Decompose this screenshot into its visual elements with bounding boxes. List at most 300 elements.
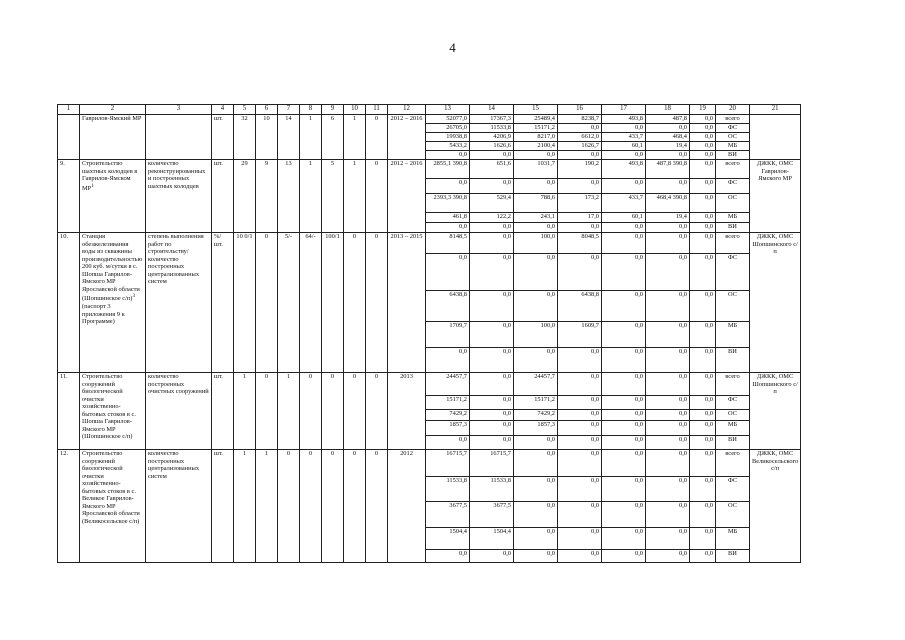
- funding-amount: 0,0: [426, 550, 470, 563]
- indicator-name: количество построенных очистных сооружений: [146, 373, 212, 450]
- funding-amount: 493,8: [602, 115, 646, 124]
- column-number-header: 18: [646, 105, 690, 115]
- funding-source: ОС: [716, 133, 750, 142]
- funding-amount: 0,0: [558, 223, 602, 233]
- funding-amount: 11533,8: [426, 477, 470, 502]
- executor: ДЖКК, ОМС Гаврилов-Ямского МР: [750, 160, 801, 233]
- funding-amount: 0,0: [470, 421, 514, 436]
- target-value: 0: [366, 115, 388, 160]
- funding-amount: 0,0: [690, 477, 716, 502]
- funding-amount: 0,0: [514, 436, 558, 450]
- target-value: 0: [344, 233, 366, 373]
- funding-amount: 0,0: [690, 133, 716, 142]
- measure-name: [80, 160, 146, 233]
- target-value: 100/1: [322, 233, 344, 373]
- funding-amount: 6612,0: [558, 133, 602, 142]
- funding-amount: 0,0: [690, 223, 716, 233]
- measure-name-text: Гаврилов-Ямский МР: [82, 115, 142, 122]
- indicator-name: количество построенных централизованных систем: [146, 450, 212, 563]
- implementation-years: 2012: [388, 450, 426, 563]
- funding-amount: 15171,2: [426, 396, 470, 410]
- funding-amount: 0,0: [646, 396, 690, 410]
- funding-amount: 17367,3: [470, 115, 514, 124]
- funding-amount: 0,0: [646, 373, 690, 396]
- funding-amount: 100,0: [514, 233, 558, 254]
- funding-amount: 0,0: [690, 291, 716, 322]
- funding-amount: 468,4: [646, 133, 690, 142]
- funding-amount: 15171,2: [514, 124, 558, 133]
- funding-amount: 0,0: [646, 528, 690, 550]
- funding-amount: 0,0: [690, 348, 716, 373]
- funding-amount: 6438,8: [426, 291, 470, 322]
- funding-amount: 0,0: [646, 233, 690, 254]
- column-number-header: 6: [256, 105, 278, 115]
- funding-amount: 0,0: [514, 477, 558, 502]
- target-value: 0: [344, 450, 366, 563]
- column-number-header: 13: [426, 105, 470, 115]
- funding-amount: 0,0: [602, 421, 646, 436]
- target-value: 0: [256, 233, 278, 373]
- funding-amount: 0,0: [690, 151, 716, 160]
- row-number: 12.: [58, 450, 80, 563]
- funding-amount: 8048,5: [558, 233, 602, 254]
- funding-amount: 0,0: [690, 254, 716, 291]
- target-value: 1: [234, 373, 256, 450]
- funding-amount: 0,0: [602, 233, 646, 254]
- executor: ДЖКК, ОМС Шопшинского с/п: [750, 373, 801, 450]
- funding-amount: 11533,8: [470, 477, 514, 502]
- funding-amount: 0,0: [470, 436, 514, 450]
- funding-amount: 0,0: [602, 373, 646, 396]
- funding-amount: 6438,8: [558, 291, 602, 322]
- funding-amount: 0,0: [602, 436, 646, 450]
- funding-source: ФС: [716, 124, 750, 133]
- funding-amount: 0,0: [602, 450, 646, 477]
- funding-amount: 0,0: [558, 124, 602, 133]
- implementation-years: 2013: [388, 373, 426, 450]
- column-number-header: 21: [750, 105, 801, 115]
- funding-amount: 60,1: [602, 213, 646, 223]
- table-header-row: [58, 105, 801, 115]
- funding-source: ОС: [716, 291, 750, 322]
- funding-amount: 0,0: [646, 410, 690, 421]
- funding-amount: 468,4 390,8: [646, 194, 690, 213]
- funding-amount: 8148,5: [426, 233, 470, 254]
- column-number-header: 10: [344, 105, 366, 115]
- funding-source: ВИ: [716, 348, 750, 373]
- funding-amount: 8217,0: [514, 133, 558, 142]
- target-value: 29: [234, 160, 256, 233]
- funding-amount: 24457,7: [514, 373, 558, 396]
- funding-amount: 487,8 390,8: [646, 160, 690, 179]
- funding-amount: 0,0: [470, 223, 514, 233]
- funding-amount: 0,0: [470, 322, 514, 348]
- funding-amount: 0,0: [646, 124, 690, 133]
- funding-amount: 0,0: [602, 291, 646, 322]
- target-value: 9: [256, 160, 278, 233]
- target-value: 5/-: [278, 233, 300, 373]
- target-value: 0: [300, 450, 322, 563]
- table-row: [58, 115, 801, 124]
- funding-source: ОС: [716, 194, 750, 213]
- funding-amount: 17,0: [558, 213, 602, 223]
- funding-source: МБ: [716, 421, 750, 436]
- funding-amount: 0,0: [514, 450, 558, 477]
- footnote-mark: 3: [132, 293, 136, 300]
- target-value: 1: [300, 160, 322, 233]
- funding-amount: 122,2: [470, 213, 514, 223]
- target-value: 0: [322, 373, 344, 450]
- funding-amount: 0,0: [690, 421, 716, 436]
- funding-amount: 2100,4: [514, 142, 558, 151]
- funding-amount: 60,1: [602, 142, 646, 151]
- unit: %/ шт.: [212, 233, 234, 373]
- executor: [750, 115, 801, 160]
- funding-amount: 0,0: [690, 436, 716, 450]
- funding-amount: 0,0: [690, 179, 716, 194]
- implementation-years: 2012 – 2016: [388, 160, 426, 233]
- funding-amount: 433,7: [602, 194, 646, 213]
- funding-amount: 1709,7: [426, 322, 470, 348]
- funding-amount: 0,0: [470, 550, 514, 563]
- funding-amount: 0,0: [558, 528, 602, 550]
- funding-amount: 3677,5: [470, 502, 514, 528]
- target-value: 1: [256, 450, 278, 563]
- column-number-header: 14: [470, 105, 514, 115]
- funding-amount: 0,0: [646, 254, 690, 291]
- row-number: 10.: [58, 233, 80, 373]
- page-number: 4: [449, 40, 456, 55]
- column-number-header: 12: [388, 105, 426, 115]
- table-row: [58, 373, 801, 396]
- funding-amount: 0,0: [602, 124, 646, 133]
- funding-amount: 5433,2: [426, 142, 470, 151]
- funding-amount: 0,0: [602, 502, 646, 528]
- row-number: [58, 115, 80, 160]
- funding-amount: 0,0: [426, 179, 470, 194]
- funding-amount: 0,0: [514, 223, 558, 233]
- funding-amount: 243,1: [514, 213, 558, 223]
- funding-amount: 0,0: [470, 151, 514, 160]
- funding-amount: 0,0: [514, 550, 558, 563]
- funding-amount: 4206,9: [470, 133, 514, 142]
- funding-amount: 0,0: [690, 160, 716, 179]
- column-number-header: 15: [514, 105, 558, 115]
- funding-amount: 487,8: [646, 115, 690, 124]
- funding-amount: 19,4: [646, 213, 690, 223]
- row-number: 11.: [58, 373, 80, 450]
- funding-amount: 0,0: [690, 450, 716, 477]
- funding-amount: 0,0: [558, 436, 602, 450]
- measure-name: [80, 373, 146, 450]
- funding-amount: 493,8: [602, 160, 646, 179]
- funding-amount: 100,0: [514, 322, 558, 348]
- column-number-header: 1: [58, 105, 80, 115]
- row-number: 9.: [58, 160, 80, 233]
- funding-amount: 0,0: [646, 179, 690, 194]
- funding-amount: 0,0: [690, 550, 716, 563]
- funding-amount: 0,0: [690, 233, 716, 254]
- funding-source: всего: [716, 233, 750, 254]
- funding-amount: 15171,2: [514, 396, 558, 410]
- target-value: 14: [278, 115, 300, 160]
- funding-amount: 1857,3: [426, 421, 470, 436]
- indicator-name: степень выполнения работ по строительству/ количество построенных централизованных систем: [146, 233, 212, 373]
- funding-amount: 0,0: [690, 124, 716, 133]
- funding-amount: 0,0: [514, 179, 558, 194]
- funding-amount: 16715,7: [470, 450, 514, 477]
- funding-amount: 0,0: [558, 421, 602, 436]
- funding-amount: 0,0: [690, 322, 716, 348]
- funding-amount: 0,0: [426, 151, 470, 160]
- funding-amount: 7429,2: [514, 410, 558, 421]
- column-number-header: 19: [690, 105, 716, 115]
- funding-amount: 0,0: [602, 322, 646, 348]
- funding-source: ФС: [716, 477, 750, 502]
- table-row: [58, 160, 801, 179]
- funding-amount: 0,0: [470, 254, 514, 291]
- funding-amount: 0,0: [558, 151, 602, 160]
- funding-amount: 0,0: [514, 348, 558, 373]
- target-value: 1: [278, 373, 300, 450]
- column-number-header: 16: [558, 105, 602, 115]
- funding-amount: 8238,7: [558, 115, 602, 124]
- funding-amount: 11533,8: [470, 124, 514, 133]
- funding-source: всего: [716, 450, 750, 477]
- measure-name-text: Строительство сооружений биологической очистки хозяйственно-бытовых стоков в с. Шопша Гаврилов-Ямского МР (Шопшинское с/п): [82, 373, 136, 441]
- funding-amount: 0,0: [470, 348, 514, 373]
- funding-amount: 0,0: [558, 410, 602, 421]
- target-value: 6: [322, 115, 344, 160]
- funding-source: ВИ: [716, 436, 750, 450]
- table-row: [58, 233, 801, 254]
- funding-source: МБ: [716, 528, 750, 550]
- funding-amount: 0,0: [426, 348, 470, 373]
- unit: шт.: [212, 115, 234, 160]
- column-number-header: 2: [80, 105, 146, 115]
- target-value: 1: [300, 115, 322, 160]
- column-number-header: 5: [234, 105, 256, 115]
- funding-amount: 461,8: [426, 213, 470, 223]
- funding-source: ОС: [716, 502, 750, 528]
- funding-amount: 2393,3 390,8: [426, 194, 470, 213]
- funding-amount: 0,0: [514, 254, 558, 291]
- funding-amount: 0,0: [514, 528, 558, 550]
- funding-amount: 1504,4: [426, 528, 470, 550]
- funding-amount: 0,0: [690, 410, 716, 421]
- funding-amount: 2855,1 390,8: [426, 160, 470, 179]
- measure-name-text: Станция обезжелезивания воды из скважины производительностью 200 куб. м/сутки в с. Шопша Гаврилов-Ямского МР Ярославской области (Шопшинское с/п): [82, 233, 143, 303]
- target-value: 0: [366, 160, 388, 233]
- funding-amount: 0,0: [602, 410, 646, 421]
- funding-amount: 0,0: [646, 151, 690, 160]
- funding-amount: 1609,7: [558, 322, 602, 348]
- funding-amount: 651,6: [470, 160, 514, 179]
- funding-amount: 433,7: [602, 133, 646, 142]
- funding-amount: 0,0: [514, 151, 558, 160]
- funding-amount: 0,0: [646, 291, 690, 322]
- funding-amount: 0,0: [602, 223, 646, 233]
- column-number-header: 8: [300, 105, 322, 115]
- target-value: 0: [366, 233, 388, 373]
- column-number-header: 11: [366, 105, 388, 115]
- funding-source: всего: [716, 373, 750, 396]
- target-value: 0: [366, 450, 388, 563]
- target-value: 32: [234, 115, 256, 160]
- funding-amount: 173,2: [558, 194, 602, 213]
- funding-amount: 1031,7: [514, 160, 558, 179]
- funding-amount: 0,0: [690, 194, 716, 213]
- target-value: 0: [344, 373, 366, 450]
- funding-amount: 529,4: [470, 194, 514, 213]
- funding-amount: 0,0: [602, 151, 646, 160]
- funding-amount: 0,0: [646, 223, 690, 233]
- funding-amount: 0,0: [646, 450, 690, 477]
- funding-amount: 0,0: [602, 550, 646, 563]
- funding-amount: 0,0: [470, 373, 514, 396]
- funding-amount: 0,0: [470, 291, 514, 322]
- funding-amount: 16715,7: [426, 450, 470, 477]
- funding-source: всего: [716, 115, 750, 124]
- executor: ДЖКК, ОМС Великосельского с/п: [750, 450, 801, 563]
- executor: ДЖКК, ОМС Шопшинского с/п: [750, 233, 801, 373]
- measure-name: [80, 115, 146, 160]
- measure-name: [80, 233, 146, 373]
- funding-amount: 0,0: [470, 396, 514, 410]
- funding-amount: 24457,7: [426, 373, 470, 396]
- funding-source: ФС: [716, 179, 750, 194]
- funding-amount: 0,0: [558, 179, 602, 194]
- funding-amount: 0,0: [602, 396, 646, 410]
- funding-source: ВИ: [716, 151, 750, 160]
- funding-amount: 0,0: [646, 322, 690, 348]
- target-value: 0: [300, 373, 322, 450]
- funding-amount: 52077,0: [426, 115, 470, 124]
- funding-amount: 0,0: [602, 179, 646, 194]
- funding-source: ВИ: [716, 550, 750, 563]
- funding-amount: 0,0: [690, 213, 716, 223]
- funding-amount: 0,0: [690, 115, 716, 124]
- target-value: 10 0/1: [234, 233, 256, 373]
- funding-source: МБ: [716, 142, 750, 151]
- footnote-mark: 1: [91, 182, 94, 189]
- funding-amount: 19,4: [646, 142, 690, 151]
- funding-amount: 0,0: [646, 477, 690, 502]
- target-value: 13: [278, 160, 300, 233]
- funding-amount: 0,0: [558, 254, 602, 291]
- funding-amount: 0,0: [470, 179, 514, 194]
- column-number-header: 3: [146, 105, 212, 115]
- funding-amount: 0,0: [558, 373, 602, 396]
- funding-amount: 0,0: [646, 502, 690, 528]
- funding-amount: 0,0: [690, 396, 716, 410]
- column-number-header: 9: [322, 105, 344, 115]
- funding-amount: 190,2: [558, 160, 602, 179]
- funding-amount: 1626,7: [558, 142, 602, 151]
- funding-source: ОС: [716, 410, 750, 421]
- target-value: 0: [322, 450, 344, 563]
- column-number-header: 17: [602, 105, 646, 115]
- funding-amount: 0,0: [602, 528, 646, 550]
- funding-source: ФС: [716, 396, 750, 410]
- funding-amount: 0,0: [646, 348, 690, 373]
- unit: шт.: [212, 160, 234, 233]
- funding-source: ФС: [716, 254, 750, 291]
- column-number-header: 4: [212, 105, 234, 115]
- table-row: [58, 450, 801, 477]
- funding-amount: 7429,2: [426, 410, 470, 421]
- measure-name: [80, 450, 146, 563]
- funding-amount: 0,0: [558, 502, 602, 528]
- unit: шт.: [212, 450, 234, 563]
- funding-amount: 0,0: [558, 550, 602, 563]
- program-measures-table: [57, 104, 801, 563]
- unit: шт.: [212, 373, 234, 450]
- funding-amount: 0,0: [602, 254, 646, 291]
- indicator-name: количество реконструированных и построенных шахтных колодцев: [146, 160, 212, 233]
- funding-amount: 0,0: [602, 477, 646, 502]
- implementation-years: 2013 – 2015: [388, 233, 426, 373]
- funding-amount: 0,0: [646, 436, 690, 450]
- funding-amount: 0,0: [426, 254, 470, 291]
- target-value: 1: [234, 450, 256, 563]
- target-value: 5: [322, 160, 344, 233]
- funding-amount: 0,0: [646, 421, 690, 436]
- funding-source: ВИ: [716, 223, 750, 233]
- funding-amount: 19938,8: [426, 133, 470, 142]
- funding-amount: 0,0: [690, 502, 716, 528]
- target-value: 0: [366, 373, 388, 450]
- indicator-name: [146, 115, 212, 160]
- measure-name-text: Строительство шахтных колодцев в Гаврилов-Ямском МР: [82, 160, 138, 192]
- measure-name-text: Строительство сооружений биологической очистки хозяйственно-бытовых стоков в с. Великое Гаврилов-Ямского МР Ярославской области (Великосельское с/п): [82, 450, 140, 525]
- column-number-header: 20: [716, 105, 750, 115]
- target-value: 10: [256, 115, 278, 160]
- funding-amount: 0,0: [558, 396, 602, 410]
- target-value: 1: [344, 160, 366, 233]
- implementation-years: 2012 – 2016: [388, 115, 426, 160]
- target-value: 64/-: [300, 233, 322, 373]
- target-value: 1: [344, 115, 366, 160]
- funding-amount: 0,0: [558, 348, 602, 373]
- funding-amount: 0,0: [690, 528, 716, 550]
- passport-reference: (паспорт 3 приложения 9 к Программе): [82, 303, 125, 326]
- funding-amount: 1857,3: [514, 421, 558, 436]
- funding-amount: 26705,0: [426, 124, 470, 133]
- funding-amount: 25489,4: [514, 115, 558, 124]
- funding-amount: 0,0: [690, 142, 716, 151]
- funding-amount: 0,0: [426, 436, 470, 450]
- funding-amount: 0,0: [470, 233, 514, 254]
- funding-amount: 0,0: [514, 291, 558, 322]
- target-value: 0: [256, 373, 278, 450]
- funding-amount: 1626,6: [470, 142, 514, 151]
- target-value: 0: [278, 450, 300, 563]
- funding-amount: 3677,5: [426, 502, 470, 528]
- funding-amount: 1504,4: [470, 528, 514, 550]
- funding-amount: 0,0: [426, 223, 470, 233]
- funding-amount: 0,0: [558, 450, 602, 477]
- funding-source: всего: [716, 160, 750, 179]
- funding-amount: 0,0: [514, 502, 558, 528]
- funding-amount: 0,0: [690, 373, 716, 396]
- funding-source: МБ: [716, 213, 750, 223]
- column-number-header: 7: [278, 105, 300, 115]
- funding-amount: 0,0: [602, 348, 646, 373]
- funding-amount: 788,6: [514, 194, 558, 213]
- funding-amount: 0,0: [646, 550, 690, 563]
- funding-amount: 0,0: [558, 477, 602, 502]
